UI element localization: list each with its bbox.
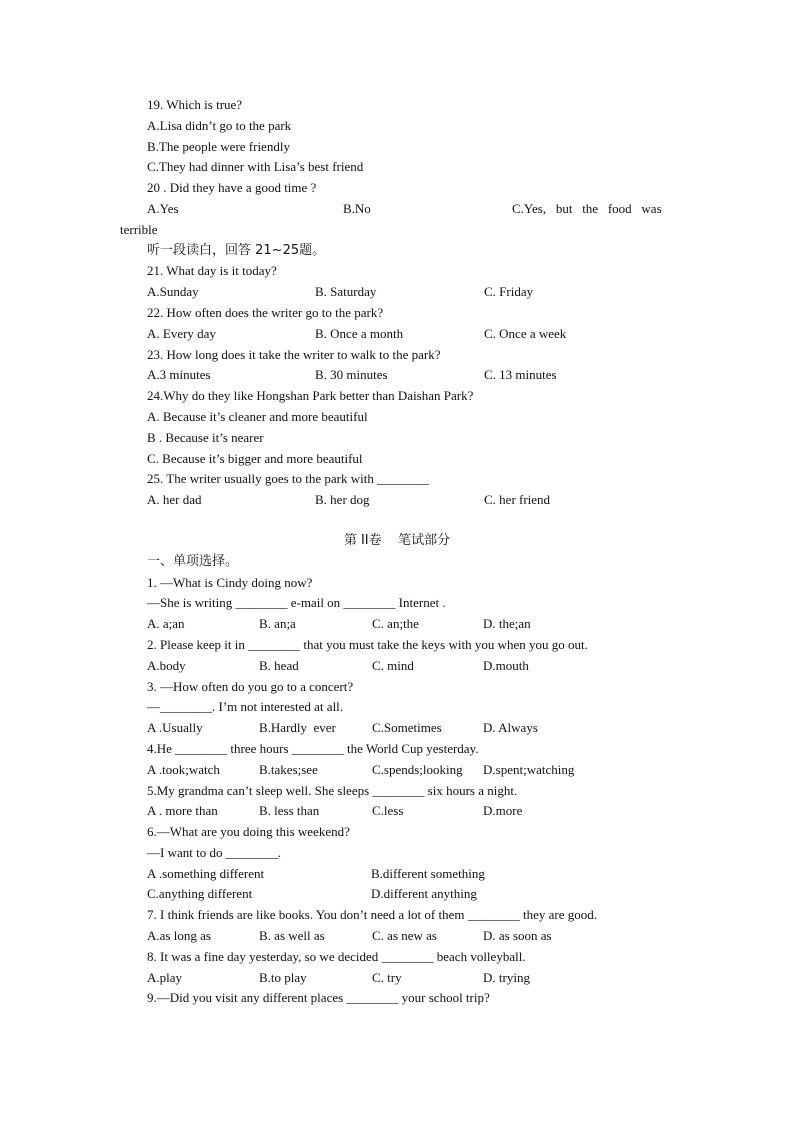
question-23-options (0, 365, 794, 386)
question-22-options (0, 324, 794, 345)
mc-question-2-option-c: C. mind (372, 657, 414, 673)
mc-question-8-option-b: B.to play (259, 969, 307, 985)
mc-question-4-stem: 4.He ________ three hours ________ the World Cup yesterday. (147, 740, 479, 756)
mc-question-3-stem: 3. —How often do you go to a concert? (147, 678, 354, 694)
mc-question-5-option-a: A . more than (147, 803, 218, 819)
mc-question-3-option-b: B.Hardly ever (259, 720, 336, 736)
mc-question-8-options (0, 968, 794, 989)
mc-question-6-stem-2: —I want to do ________. (147, 844, 281, 860)
mc-question-6-option-a: A .something different (147, 865, 265, 881)
question-23-option-a: A.3 minutes (147, 367, 211, 383)
question-24-option-a: A. Because it’s cleaner and more beautiful (147, 408, 368, 424)
mc-question-2-option-d: D.mouth (483, 657, 529, 673)
mc-question-3-stem-2: —________. I’m not interested at all. (147, 699, 344, 715)
mc-question-2-options (0, 656, 794, 677)
question-20-option-c: C.Yes, but the food was (512, 200, 662, 216)
mc-question-3-option-d: D. Always (483, 720, 538, 736)
question-25-options (0, 490, 794, 511)
mc-question-9-stem: 9.—Did you visit any different places ________ your school trip? (147, 990, 490, 1006)
mc-question-3-options (0, 718, 794, 739)
mc-question-6-option-c: C.anything different (147, 886, 253, 902)
question-24-option-b: B . Because it’s nearer (147, 429, 264, 445)
mc-question-6-option-b: B.different something (371, 865, 485, 881)
question-21-stem: 21. What day is it today? (147, 263, 277, 279)
mc-question-6-option-d: D.different anything (371, 886, 477, 902)
question-21-option-b: B. Saturday (315, 284, 377, 300)
question-24-option-c: C. Because it’s bigger and more beautiful (147, 450, 363, 466)
section-1-heading: 一、单项选择。 (147, 553, 239, 569)
mc-question-4-option-a: A .took;watch (147, 761, 220, 777)
mc-question-7-option-b: B. as well as (259, 928, 325, 944)
mc-question-8-option-c: C. try (372, 969, 402, 985)
mc-question-5-options (0, 801, 794, 822)
question-22-option-a: A. Every day (147, 325, 216, 341)
mc-question-2-option-a: A.body (147, 657, 186, 673)
mc-question-6-options-cd (0, 884, 794, 905)
question-23-option-c: C. 13 minutes (484, 367, 557, 383)
mc-question-4-option-b: B.takes;see (259, 761, 318, 777)
question-20-option-a: A.Yes (147, 200, 179, 216)
mc-question-1-option-a: A. a;an (147, 616, 185, 632)
question-23-stem: 23. How long does it take the writer to walk to the park? (147, 346, 441, 362)
question-21-options (0, 282, 794, 303)
mc-question-1-option-b: B. an;a (259, 616, 296, 632)
mc-question-7-stem: 7. I think friends are like books. You don’t need a lot of them ________ they are good. (147, 907, 597, 923)
mc-question-4-option-d: D.spent;watching (483, 761, 575, 777)
mc-question-1-stem: 1. —What is Cindy doing now? (147, 574, 313, 590)
question-21-option-c: C. Friday (484, 284, 534, 300)
question-25-stem: 25. The writer usually goes to the park with ________ (147, 471, 430, 487)
mc-question-7-option-d: D. as soon as (483, 928, 552, 944)
mc-question-8-stem: 8. It was a fine day yesterday, so we decided ________ beach volleyball. (147, 948, 526, 964)
question-19-stem: 19. Which is true? (147, 97, 243, 112)
mc-question-8-option-d: D. trying (483, 969, 530, 985)
mc-question-5-option-b: B. less than (259, 803, 320, 819)
question-19-option-b: B.The people were friendly (147, 138, 290, 154)
question-21-option-a: A.Sunday (147, 284, 199, 300)
mc-question-1-options (0, 614, 794, 635)
question-22-stem: 22. How often does the writer go to the park? (147, 304, 384, 320)
mc-question-8-option-a: A.play (147, 969, 183, 985)
mc-question-4-options (0, 760, 794, 781)
question-23-option-b: B. 30 minutes (315, 367, 388, 383)
question-24-stem: 24.Why do they like Hongshan Park better than Daishan Park? (147, 388, 474, 404)
question-20-stem: 20 . Did they have a good time ? (147, 180, 317, 196)
question-22-option-c: C. Once a week (484, 325, 567, 341)
question-25-option-b: B. her dog (315, 492, 370, 508)
mc-question-1-option-d: D. the;an (483, 616, 531, 632)
question-19-option-a: A.Lisa didn’t go to the park (147, 117, 292, 133)
mc-question-2-option-b: B. head (259, 657, 299, 673)
mc-question-7-option-c: C. as new as (372, 928, 437, 944)
mc-question-4-option-c: C.spends;looking (372, 761, 463, 777)
question-19-option-c: C.They had dinner with Lisa’s best friend (147, 159, 364, 175)
section-heading-21-25: 听一段读白，回答 21~25题。 (147, 242, 326, 258)
mc-question-3-option-a: A .Usually (147, 720, 203, 736)
question-20-option-c-continued: terrible (120, 221, 158, 237)
mc-question-5-option-d: D.more (483, 803, 523, 819)
mc-question-1-stem-2: —She is writing ________ e-mail on ________ Internet . (147, 595, 446, 611)
question-25-option-a: A. her dad (147, 492, 202, 508)
document-page (0, 95, 794, 1009)
part-2-title: 第 II卷 笔试部分 (343, 532, 451, 548)
question-22-option-b: B. Once a month (315, 325, 404, 341)
mc-question-7-option-a: A.as long as (147, 928, 211, 944)
mc-question-6-stem: 6.—What are you doing this weekend? (147, 824, 350, 840)
mc-question-2-stem: 2. Please keep it in ________ that you must take the keys with you when you go out. (147, 636, 588, 652)
mc-question-7-options (0, 926, 794, 947)
mc-question-5-stem: 5.My grandma can’t sleep well. She sleeps ________ six hours a night. (147, 782, 518, 798)
mc-question-5-option-c: C.less (372, 803, 404, 819)
question-25-option-c: C. her friend (484, 492, 551, 508)
mc-question-1-option-c: C. an;the (372, 616, 419, 632)
mc-question-3-option-c: C.Sometimes (372, 720, 442, 736)
question-20-option-b: B.No (343, 200, 371, 216)
mc-question-6-options-ab (0, 864, 794, 885)
question-20-options (0, 199, 794, 220)
